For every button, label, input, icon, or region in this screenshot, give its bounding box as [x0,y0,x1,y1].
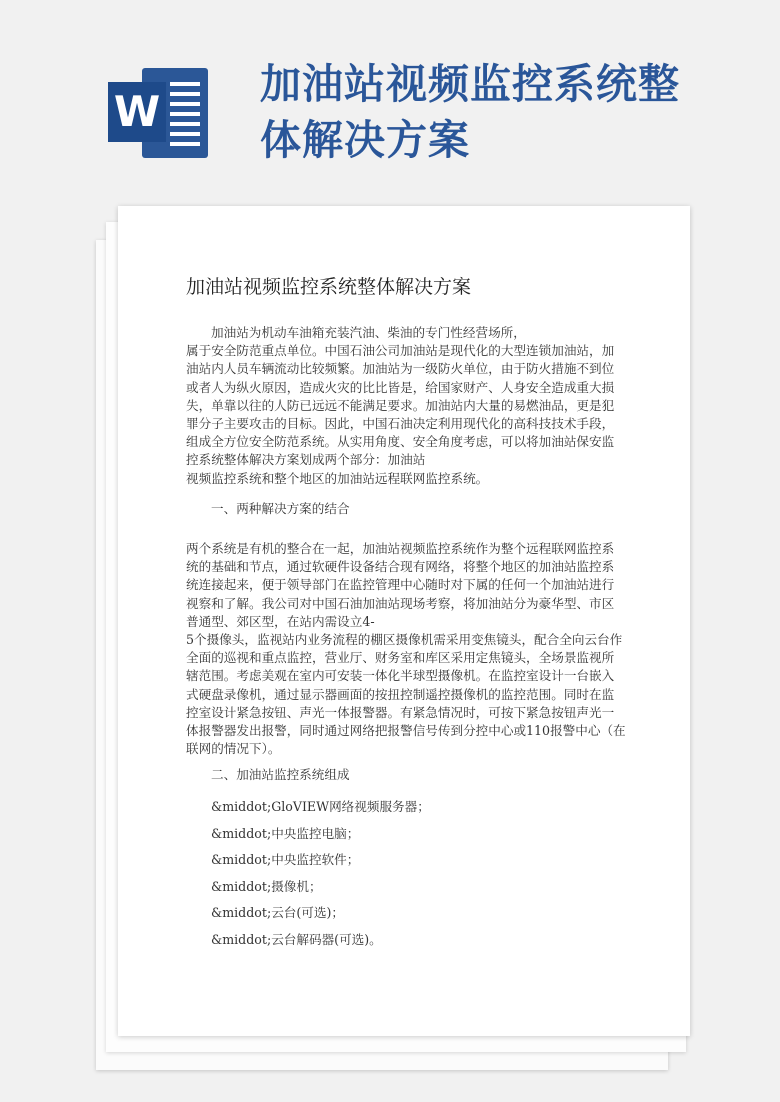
list-item: &middot;中央监控电脑； [211,825,360,841]
integration-paragraph [186,540,626,758]
text-line: 式硬盘录像机，通过显示器画面的按扭控制遥控摄像机的监控范围。同时在监 [186,686,615,702]
document-title: 加油站视频监控系统整体解决方案 [186,276,472,298]
text-line: 油站内人员车辆流动比较频繁。加油站为一级防火单位，由于防火措施不到位 [186,361,615,377]
text-line: 统连接起来，便于领导部门在监控管理中心随时对下属的任何一个加油站进行 [186,577,615,593]
intro-paragraph [186,324,622,488]
text-line: 罪分子主要攻击的目标。因此，中国石油决定利用现代化的高科技技术手段， [186,416,615,432]
word-document-icon [108,66,212,162]
text-line: 联网的情况下）。 [186,741,281,757]
text-line: 5个摄像头，监视站内业务流程的棚区摄像机需采用变焦镜头，配合全向云台作 [186,632,623,648]
text-line: 控室设计紧急按钮、声光一体报警器。有紧急情况时，可按下紧急按钮声光一 [186,704,615,720]
section-heading-1: 一、两种解决方案的结合 [211,501,350,516]
header [0,0,780,200]
text-line: 普通型、郊区型，在站内需设立4- [186,613,375,629]
section-heading-2: 二、加油站监控系统组成 [211,767,350,782]
list-item: &middot;GloVIEW网络视频服务器； [211,799,430,814]
list-item: &middot;摄像机； [211,878,322,894]
text-line: 体报警器发出报警，同时通过网络把报警信号传到分控中心或110报警中心（在 [186,723,626,739]
text-line: 视察和了解。我公司对中国石油加油站现场考察，将加油站分为豪华型、市区 [186,595,615,611]
document-page [118,206,690,1036]
text-line: 辖范围。考虑美观在室内可安装一体化半球型摄像机。在监控室设计一台嵌入 [186,668,615,684]
text-line: 加油站为机动车油箱充装汽油、柴油的专门性经营场所， [211,325,526,340]
text-line: 统的基础和节点，通过软硬件设备结合现有网络，将整个地区的加油站监控系 [186,559,615,575]
text-line: 组成全方位安全防范系统。从实用角度、安全角度考虑，可以将加油站保安监 [186,434,615,450]
word-logo-letter: W [108,82,166,142]
list-item: &middot;云台解码器(可选)。 [211,931,382,947]
components-list [211,796,430,955]
text-line: 失，单靠以往的人防已远远不能满足要求。加油站内大量的易燃油品，更是犯 [186,397,615,413]
text-line: 控系统整体解决方案划成两个部分：加油站 [186,452,426,468]
text-line: 视频监控系统和整个地区的加油站远程联网监控系统。 [186,470,489,486]
banner-title [260,56,730,168]
text-line: 两个系统是有机的整合在一起，加油站视频监控系统作为整个远程联网监控系 [186,541,615,556]
text-line: 或者人为纵火原因，造成火灾的比比皆是，给国家财产、人身安全造成重大损 [186,379,615,395]
text-line: 全面的巡视和重点监控，营业厅、财务室和库区采用定焦镜头，全场景监视所 [186,650,615,666]
text-line: 属于安全防范重点单位。中国石油公司加油站是现代化的大型连锁加油站，加 [186,343,615,359]
list-item: &middot;中央监控软件； [211,852,360,867]
list-item: &middot;云台(可选)； [211,905,344,920]
banner-title-line: 加油站视频监控系统整 [260,60,680,108]
banner-title-line: 体解决方案 [260,116,470,164]
